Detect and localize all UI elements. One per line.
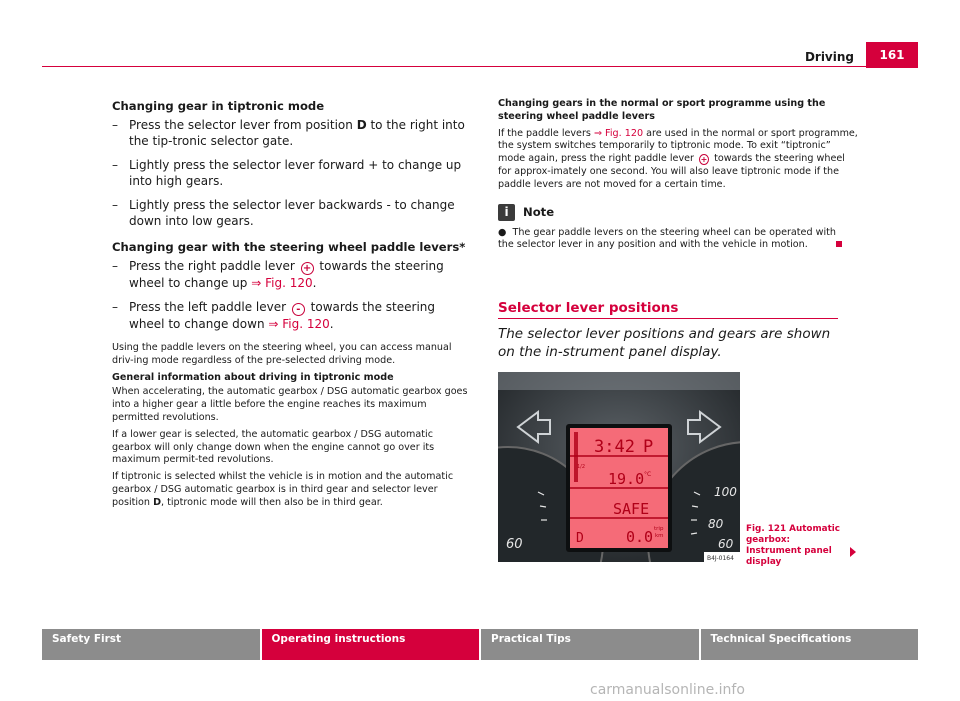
info-icon: i	[498, 204, 515, 221]
page-number: 161	[866, 42, 918, 68]
note-header	[498, 204, 858, 221]
note-text: The gear paddle levers on the steering wheel can be operated with the selector lever in any position and with the vehicle in motion.	[498, 226, 836, 251]
item-text: Press the selector lever from position	[129, 118, 357, 132]
instrument-panel-illustration	[498, 372, 740, 562]
heading-normal-sport: Changing gears in the normal or sport programme using the steering wheel paddle levers	[498, 98, 826, 122]
dash-bullet: –	[112, 118, 118, 132]
tab-safety-first[interactable]: Safety First	[42, 629, 260, 660]
item-bold: D	[356, 118, 367, 132]
paragraph-text: are used in the normal or sport programme, the system switches temporarily to tiptronic mode. To exit “tiptronic” mode again, press the right paddle lever	[498, 127, 858, 165]
heading-tiptronic: Changing gear in tiptronic mode	[112, 99, 325, 113]
note-bullet: ●	[498, 226, 507, 238]
continue-arrow-icon	[850, 547, 856, 557]
trip-unit: km	[655, 533, 664, 539]
instrument-panel-figure	[498, 372, 740, 562]
tab-practical-tips[interactable]: Practical Tips	[481, 629, 699, 660]
section-heading: Selector lever positions	[498, 300, 679, 316]
paragraph: When accelerating, the automatic gearbox / DSG automatic gearbox goes into a higher gear a little before the engine reaches its maximum permitted revolutions.	[112, 386, 468, 423]
dash-bullet: –	[112, 198, 118, 212]
gear-position-bottom: D	[576, 531, 584, 546]
gauge-number: 100	[714, 485, 737, 499]
figure-link[interactable]: ⇒ Fig. 120	[251, 276, 313, 290]
tab-technical-specifications[interactable]: Technical Specifications	[701, 629, 919, 660]
gauge-number: 60	[718, 537, 734, 551]
list-item	[112, 157, 472, 189]
paragraph: If a lower gear is selected, the automatic gearbox / DSG automatic gearbox will only change down when the engine cannot go over its maximum permit-ted revolutions.	[112, 428, 435, 466]
list-item	[112, 197, 472, 229]
temperature-unit: °C	[644, 471, 652, 478]
minus-key-icon: -	[292, 303, 305, 316]
section-rule	[498, 318, 838, 319]
list-item	[112, 258, 472, 291]
item-text: Lightly press the selector lever backwards - to change down into low gears.	[129, 198, 455, 228]
paragraph	[498, 128, 858, 192]
footer-nav	[42, 629, 918, 660]
heading-general-info: General information about driving in tiptronic mode	[112, 371, 394, 383]
gauge-number: 60	[506, 537, 523, 552]
gear-position-top: P	[643, 437, 654, 457]
trip-label: trip	[654, 526, 664, 532]
tab-operating-instructions[interactable]: Operating instructions	[262, 629, 480, 660]
gauge-number: 80	[708, 517, 724, 531]
paragraph-bold: D	[153, 496, 162, 508]
paragraph-text: , tiptronic mode will then also be in third gear.	[161, 496, 383, 508]
trip-readout: 0.0	[626, 528, 654, 546]
dash-bullet: –	[112, 300, 118, 314]
item-text: Lightly press the selector lever forward + to change up into high gears.	[129, 158, 462, 188]
heading-paddle-levers: Changing gear with the steering wheel paddle levers*	[112, 240, 466, 254]
fuel-half-label: 1/2	[577, 464, 586, 470]
paragraph-text: If the paddle levers	[498, 127, 594, 139]
item-text: .	[329, 317, 334, 331]
dash-bullet: –	[112, 259, 118, 273]
watermark: carmanualsonline.info	[590, 682, 745, 698]
item-text: towards the steering wheel to change up	[129, 259, 444, 290]
item-text: Press the right paddle lever	[129, 259, 299, 273]
item-text: Press the left paddle lever	[129, 300, 290, 314]
safe-readout: SAFE	[613, 500, 650, 518]
item-text: towards the steering wheel to change down	[129, 300, 435, 331]
paragraph-text: towards the steering wheel for approx-imately one second. You will also leave tiptronic mode if the paddle levers are not moved for a certain time.	[498, 153, 845, 190]
dash-bullet: –	[112, 158, 118, 172]
plus-key-icon: +	[301, 262, 314, 275]
section-title: Driving	[804, 50, 854, 64]
item-text: .	[312, 276, 317, 290]
item-text: to the right into the tip-tronic selector gate.	[129, 118, 465, 148]
right-column	[498, 98, 858, 252]
note-label: Note	[523, 204, 555, 219]
header-rule	[42, 66, 866, 67]
paragraph: Using the paddle levers on the steering wheel, you can access manual driv-ing mode regardless of the pre-selected driving mode.	[112, 342, 452, 366]
figure-code: B4J-0164	[707, 555, 734, 562]
list-item	[112, 299, 472, 332]
plus-key-icon: +	[700, 155, 708, 165]
temperature-readout: 19.0	[608, 470, 645, 488]
figure-caption: Fig. 121 Automatic gearbox: Instrument panel display	[746, 524, 841, 567]
clock-readout: 3:42	[594, 437, 635, 457]
section-lead: The selector lever positions and gears are shown on the in-strument panel display.	[498, 326, 831, 360]
paragraph	[112, 471, 472, 509]
list-item	[112, 117, 472, 149]
figure-link[interactable]: ⇒ Fig. 120	[593, 127, 644, 139]
note-body	[498, 227, 858, 253]
end-mark-icon	[836, 241, 842, 247]
left-column	[112, 98, 472, 514]
figure-link[interactable]: ⇒ Fig. 120	[268, 317, 330, 331]
paragraph-text: If tiptronic is selected whilst the vehicle is in motion and the automatic gearbox / DSG automatic gearbox is in third gear and selector lever position	[112, 471, 454, 508]
